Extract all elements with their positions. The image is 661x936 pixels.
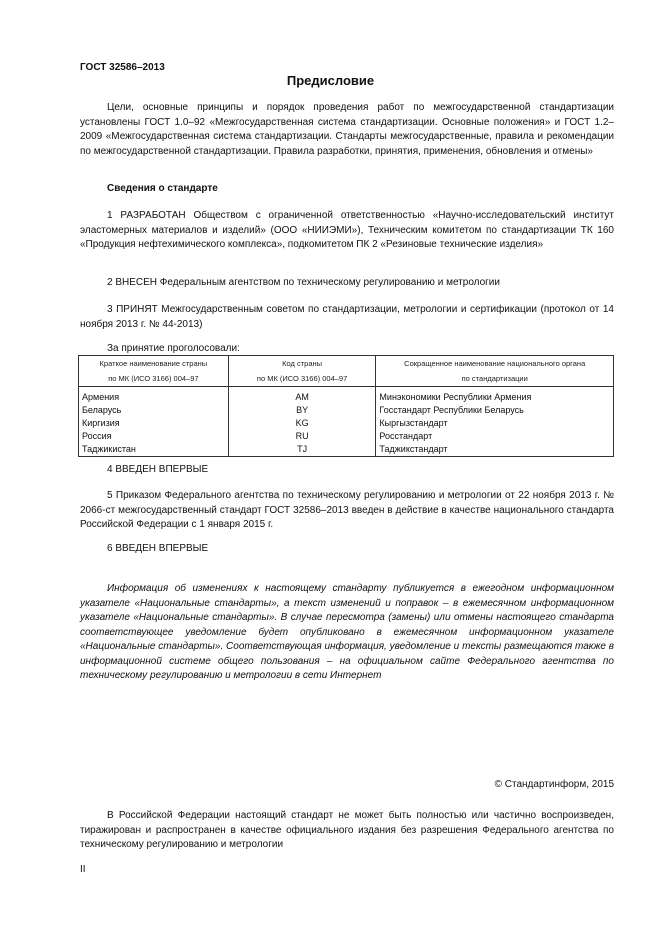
item-1-paragraph: 1 РАЗРАБОТАН Обществом с ограниченной ответственностью «Научно-исследовательский институт эластомерных материалов и изделий» (ООО «НИИЭМИ»), Техническим комитетом по стандартизации ТК 160 «Продукция нефтехимического комплекса», подкомитетом ПК 2 «Резиновые технические изделия» bbox=[80, 210, 614, 250]
notice-paragraph: Информация об изменениях к настоящему стандарту публикуется в ежегодном информационном указателе «Национальные стандарты», а текст изменений и поправок – в ежемесячном информационном указателе «Национальные стандарты». В случае пересмотра (замены) или отмены настоящего стандарта соответствующее уведомление будет опубликовано в ежемесячном информационном указателе «Национальные стандарты». Соответствующая информация, уведомление и тексты размещаются также в информационной системе общего пользования – на официальном сайте Федерального агентства по техническому регулированию и метрологии в сети Интернет bbox=[80, 583, 614, 681]
rights-paragraph: В Российской Федерации настоящий стандарт не может быть полностью или частично воспроизведен, тиражирован и распространен в качестве официального издания без разрешения Федерального агентства по техническому регулированию и метрологии bbox=[80, 810, 614, 850]
vote-label: За принятие проголосовали: bbox=[107, 343, 240, 354]
header-line: по МК (ИСО 3166) 004–97 bbox=[108, 374, 199, 383]
info-heading: Сведения о стандарте bbox=[107, 183, 218, 194]
header-country bbox=[79, 356, 229, 387]
cell-body: Таджикстандарт bbox=[376, 443, 614, 457]
cell-country: Таджикистан bbox=[79, 443, 229, 457]
table-row bbox=[79, 443, 614, 457]
table-header-row bbox=[79, 356, 614, 387]
cell-code: BY bbox=[228, 404, 376, 417]
table-row bbox=[79, 417, 614, 430]
header-line: по стандартизации bbox=[461, 374, 528, 383]
document-code: ГОСТ 32586–2013 bbox=[80, 62, 165, 73]
intro-paragraph: Цели, основные принципы и порядок проведения работ по межгосударственной стандартизации установлены ГОСТ 1.0–92 «Межгосударственная система стандартизации. Основные положения» и ГОСТ 1.2–2009 «Межгосударственная система стандартизации. Стандарты межгосударственные, правила и рекомендации по межгосударственной стандартизации. Правила разработки, принятия, применения, обновления и отмены» bbox=[80, 102, 614, 157]
cell-code: AM bbox=[228, 387, 376, 405]
cell-body: Госстандарт Республики Беларусь bbox=[376, 404, 614, 417]
cell-code: KG bbox=[228, 417, 376, 430]
header-line: Код страны bbox=[282, 359, 323, 368]
cell-body: Минэкономики Республики Армения bbox=[376, 387, 614, 405]
cell-code: TJ bbox=[228, 443, 376, 457]
header-code bbox=[228, 356, 376, 387]
cell-body: Росстандарт bbox=[376, 430, 614, 443]
cell-country: Киргизия bbox=[79, 417, 229, 430]
table-row bbox=[79, 430, 614, 443]
header-line: по МК (ИСО 3166) 004–97 bbox=[256, 374, 348, 383]
page-title: Предисловие bbox=[286, 73, 375, 88]
item-2-paragraph: 2 ВНЕСЕН Федеральным агентством по техническому регулированию и метрологии bbox=[107, 277, 500, 288]
cell-code: RU bbox=[228, 430, 376, 443]
table-row bbox=[79, 387, 614, 405]
header-line: Краткое наименование страны bbox=[99, 359, 208, 368]
voting-table bbox=[78, 355, 614, 457]
header-line: Сокращенное наименование национального органа bbox=[404, 359, 586, 368]
item-4-paragraph: 4 ВВЕДЕН ВПЕРВЫЕ bbox=[107, 464, 209, 475]
page-number: II bbox=[80, 864, 86, 875]
cell-body: Кыргызстандарт bbox=[376, 417, 614, 430]
item-3-paragraph: 3 ПРИНЯТ Межгосударственным советом по стандартизации, метрологии и сертификации (протокол от 14 ноября 2013 г. № 44-2013) bbox=[80, 304, 614, 330]
item-6-paragraph: 6 ВВЕДЕН ВПЕРВЫЕ bbox=[107, 543, 209, 554]
item-5-paragraph: 5 Приказом Федерального агентства по техническому регулированию и метрологии от 22 ноября 2013 г. № 2066-ст межгосударственный стандарт ГОСТ 32586–2013 введен в действие в качестве национального стандарта Российской Федерации с 1 января 2015 г. bbox=[80, 490, 614, 530]
table-row bbox=[79, 404, 614, 417]
cell-country: Беларусь bbox=[79, 404, 229, 417]
cell-country: Армения bbox=[79, 387, 229, 405]
header-body bbox=[376, 356, 614, 387]
copyright: © Стандартинформ, 2015 bbox=[494, 779, 614, 790]
cell-country: Россия bbox=[79, 430, 229, 443]
